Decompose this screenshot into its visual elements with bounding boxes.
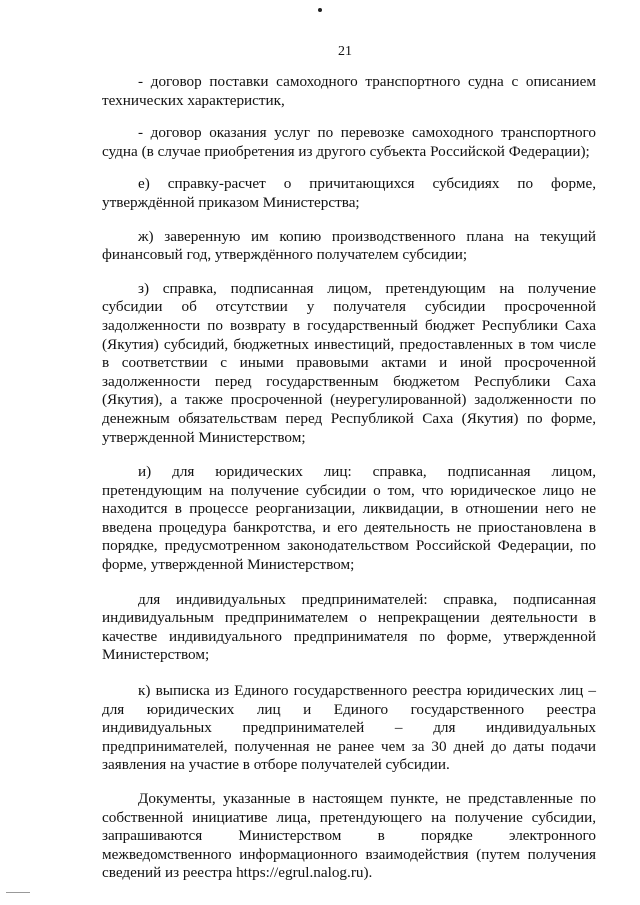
paragraph-supply-contract: - договор поставки самоходного транспортного судна с описанием технических характеристик, bbox=[102, 73, 596, 109]
paragraph-item-k: к) выписка из Единого государственного реестра юридических лиц – для юридических лиц и Единого государственного реестра индивидуальных предпринимателей – для индивидуальных предпринимателей, полученная не ранее чем за 30 дней до даты подачи заявления на участие в отборе получателей субсидии. bbox=[102, 682, 596, 774]
scan-dot-mark bbox=[318, 8, 322, 12]
paragraph-item-e: е) справку-расчет о причитающихся субсидиях по форме, утверждённой приказом Министерства; bbox=[102, 175, 596, 211]
paragraph-documents-request: Документы, указанные в настоящем пункте, не представленные по собственной инициативе лица, претендующего на получение субсидии, запрашиваются Министерством в порядке электронного межведомственного информационного взаимодействия (путем получения сведений из реестра https://egrul.nalog.ru). bbox=[102, 790, 596, 882]
paragraph-transport-services-contract: - договор оказания услуг по перевозке самоходного транспортного судна (в случае приобретения из другого субъекта Российской Федерации); bbox=[102, 124, 596, 160]
page-number: 21 bbox=[338, 44, 352, 59]
paragraph-item-i: и) для юридических лиц: справка, подписанная лицом, претендующим на получение субсидии о том, что юридическое лицо не находится в процессе реорганизации, ликвидации, в отношении него не введена процедура банкротства, и его деятельность не приостановлена в порядке, предусмотренном законодательством Российской Федерации, по форме, утвержденной Министерством; bbox=[102, 463, 596, 574]
document-body bbox=[102, 73, 596, 897]
paragraph-item-z: з) справка, подписанная лицом, претендующим на получение субсидии об отсутствии у получателя субсидии просроченной задолженности по возврату в государственный бюджет Республики Саха (Якутия) субсидий, бюджетных инвестиций, предоставленных в том числе в соответствии с иными правовыми актами и иной просроченной задолженности перед государственным бюджетом Республики Саха (Якутия), а также просроченной (неурегулированной) задолженности по денежным обязательствам перед Республикой Саха (Якутия) по форме, утвержденной Министерством; bbox=[102, 279, 596, 446]
paragraph-item-zh: ж) заверенную им копию производственного плана на текущий финансовый год, утверждённого получателем субсидии; bbox=[102, 227, 596, 264]
paragraph-individual-entrepreneurs: для индивидуальных предпринимателей: справка, подписанная индивидуальным предпринимателем о непрекращении деятельности в качестве индивидуального предпринимателя по форме, утвержденной Министерством; bbox=[102, 590, 596, 664]
scan-edge-mark bbox=[6, 892, 30, 893]
